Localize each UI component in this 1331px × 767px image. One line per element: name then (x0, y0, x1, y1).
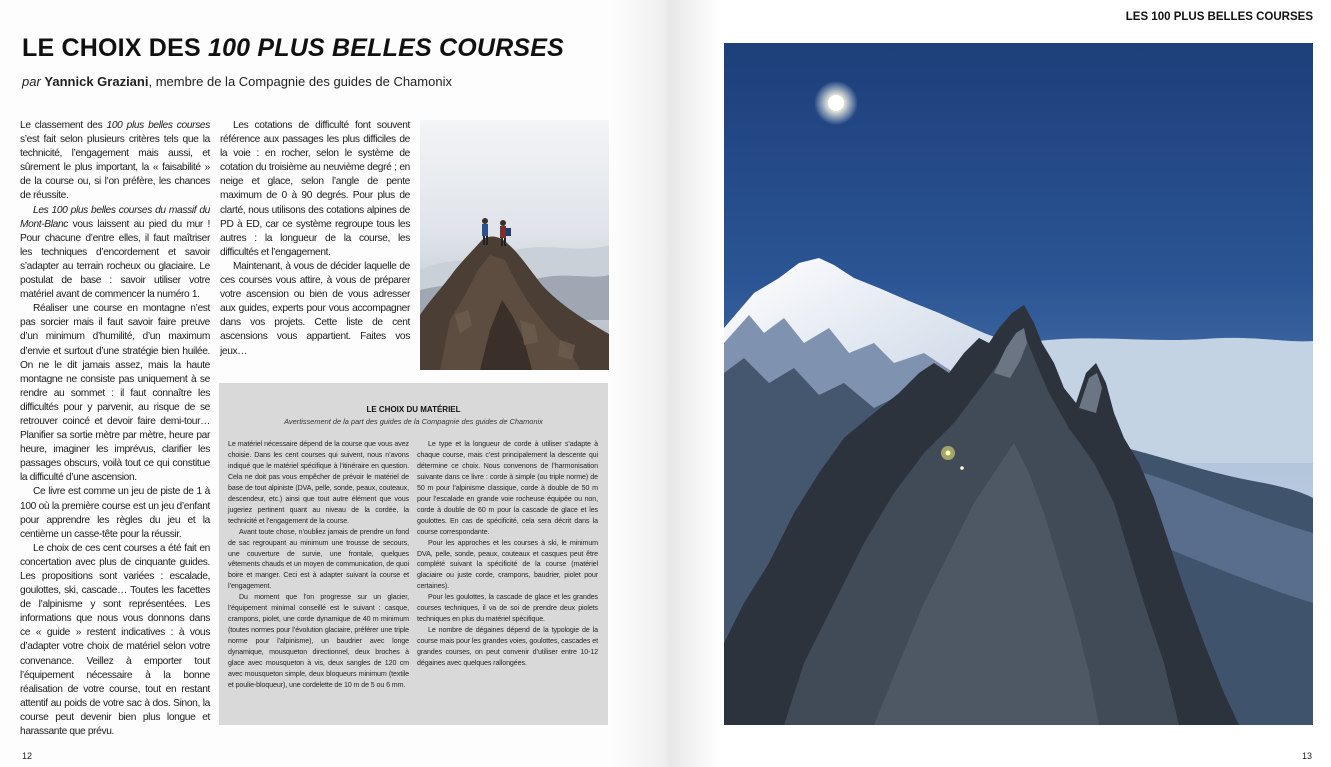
equipment-sidebar (219, 383, 608, 725)
text-column-2 (220, 119, 410, 359)
gutter-shadow (610, 0, 720, 767)
mont-blanc-night-photo (724, 43, 1313, 725)
page-title: LE CHOIX DES 100 PLUS BELLES COURSES (22, 34, 565, 62)
paragraph: Pour les goulottes, la cascade de glace et les grandes courses techniques, il va de soi de prendre deux piolets techniques en plus du matériel spécifique. (417, 593, 598, 624)
paragraph: Le classement des 100 plus belles courses s’est fait selon plusieurs critères tels que la technicité, l’engagement mais aussi, et sûrement le plus important, la « faisabilité » de la course ou, si l’on préfère, les chances de réussite. (20, 120, 210, 202)
climbers-photo (420, 120, 609, 370)
paragraph: Le matériel nécessaire dépend de la course que vous avez choisie. Dans les cent courses qui suivent, nous n’avons indiqué que le matériel spécifique à l’itinéraire en question. Cela ne doit pas vous empêcher de prévoir le matériel de base de tout alpiniste (DVA, pelle, sonde, peaux, couteaux, descendeur, etc.) ainsi que tout autre élément que vous jugeriez pertinent quant au niveau de la cordée, la technicité et l’engagement de la course. (228, 440, 409, 525)
sidebar-column-1 (228, 439, 409, 691)
paragraph: Les cotations de difficulté font souvent référence aux passages les plus difficiles de la voie : en rocher, selon le système de cotation du troisième au neuvième degré ; en neige et glace, selon l’angle de pente maximum de 0 à 90 degrés. Pour plus de clarté, nous utilisons des cotations alpines de PD à ED, car ce système regroupe tous les autres : la longueur de la course, les difficultés et l’engagement. (220, 120, 410, 258)
page-number-right: 13 (1302, 751, 1313, 761)
paragraph: Maintenant, à vous de décider laquelle de ces courses vous attire, à vous de préparer votre ascension ou bien de vous adresser aux guides, experts pour vous accompagner dans vos projets. Cette liste de cent ascensions vous appartient. Faites vos jeux… (220, 260, 410, 357)
left-page (0, 0, 660, 767)
text-column-1 (20, 119, 210, 739)
paragraph: Pour les approches et les courses à ski, le minimum DVA, pelle, sonde, peaux, couteaux et casques peut être complété suivant la spécificité de la course (matériel glaciaire ou juste corde, crampons, baudrier, piolet pour certaines). (417, 538, 598, 591)
page-number-left: 12 (22, 751, 33, 761)
byline: par Yannick Graziani, membre de la Compagnie des guides de Chamonix (22, 74, 452, 89)
paragraph: Le choix de ces cent courses a été fait en concertation avec plus de cinquante guides. Les propositions sont variées : escalade, goulottes, ski, cascade… Toutes les facettes de l’alpinisme y sont représentées. Les informations que nous vous donnons dans ce « guide » restent indicatives : à vous d’adapter votre choix de matériel selon votre convenance. Veillez à emporter tout l’équipement nécessaire à la bonne réalisation de votre course, tout en restant attentif au poids de votre sac à dos. Sinon, la course peut devenir bien plus longue et harassante que prévu. (20, 542, 210, 738)
sidebar-title: LE CHOIX DU MATÉRIEL (366, 405, 461, 414)
running-head: LES 100 PLUS BELLES COURSES (1125, 11, 1313, 23)
paragraph: Les 100 plus belles courses du massif du Mont-Blanc vous laissent au pied du mur ! Pour chacune d’entre elles, il faut maîtriser les techniques d’encordement et savoir s’adapter au terrain rocheux ou glaciaire. Le postulat de base : savoir utiliser votre matériel avant de commencer la numéro 1. (20, 204, 210, 301)
paragraph: Ce livre est comme un jeu de piste de 1 à 100 où la première course est un jeu d’enfant pour apprendre les règles du jeu et la centième un casse-tête pour la réussir. (20, 486, 210, 540)
paragraph: Avant toute chose, n’oubliez jamais de prendre un fond de sac regroupant au minimum une trousse de secours, une couverture de survie, une frontale, quelques vêtements chauds et un moyen de communication, de quoi boire et manger. Ceci est à adapter suivant la course et l’engagement. (228, 527, 409, 591)
paragraph: Le type et la longueur de corde à utiliser s’adapte à chaque course, mais c’est principalement la descente qui détermine ce choix. Nous convenons de l’harmonisation suivante dans ce livre : corde à simple (ou triple norme) de 50 m pour l’alpinisme classique, corde à double de 50 m pour l’escalade en grande voie rocheuse équipée ou non, corde à double de 60 m pour la cascade de glace et les goulottes. En cas de spécificité, cela sera décrit dans la course correspondante. (417, 440, 598, 536)
paragraph: Le nombre de dégaines dépend de la typologie de la course mais pour les grandes voies, goulottes, cascades et grandes courses, on peut convenir d’utiliser entre 10-12 dégaines avec quelques rallongées. (417, 626, 598, 668)
paragraph: Du moment que l’on progresse sur un glacier, l’équipement minimal conseillé est le suivant : casque, crampons, piolet, une corde dynamique de 40 m minimum (toutes normes pour l’évolution glaciaire, préférer une triple norme pour l’alpinisme), un baudrier avec longe dynamique, mousqueton directionnel, deux broches à glace avec mousqueton à vis, deux sangles de 120 cm avec mousqueton simple, deux bloqueurs minimum (textile et poulie-bloqueur), une cordelette de 10 m de 5 ou 6 mm. (228, 593, 409, 689)
sidebar-subtitle: Avertissement de la part des guides de la Compagnie des guides de Chamonix (284, 417, 543, 426)
paragraph: Réaliser une course en montagne n’est pas sorcier mais il faut savoir faire preuve d’un minimum d’humilité, d’un maximum d’envie et surtout d’une stratégie bien huilée. On ne le dit jamais assez, mais la haute montagne ne consiste pas uniquement à se rendre au sommet : il faut connaître les difficultés pour y parvenir, au risque de se retrouver coincé et devoir faire demi-tour… Planifier sa sortie mètre par mètre, heure par heure, imaginer les imprévus, clarifier les passages obscurs, voilà tout ce qui constitue la difficulté d’une ascension. (20, 303, 210, 484)
sidebar-column-2 (417, 439, 598, 669)
